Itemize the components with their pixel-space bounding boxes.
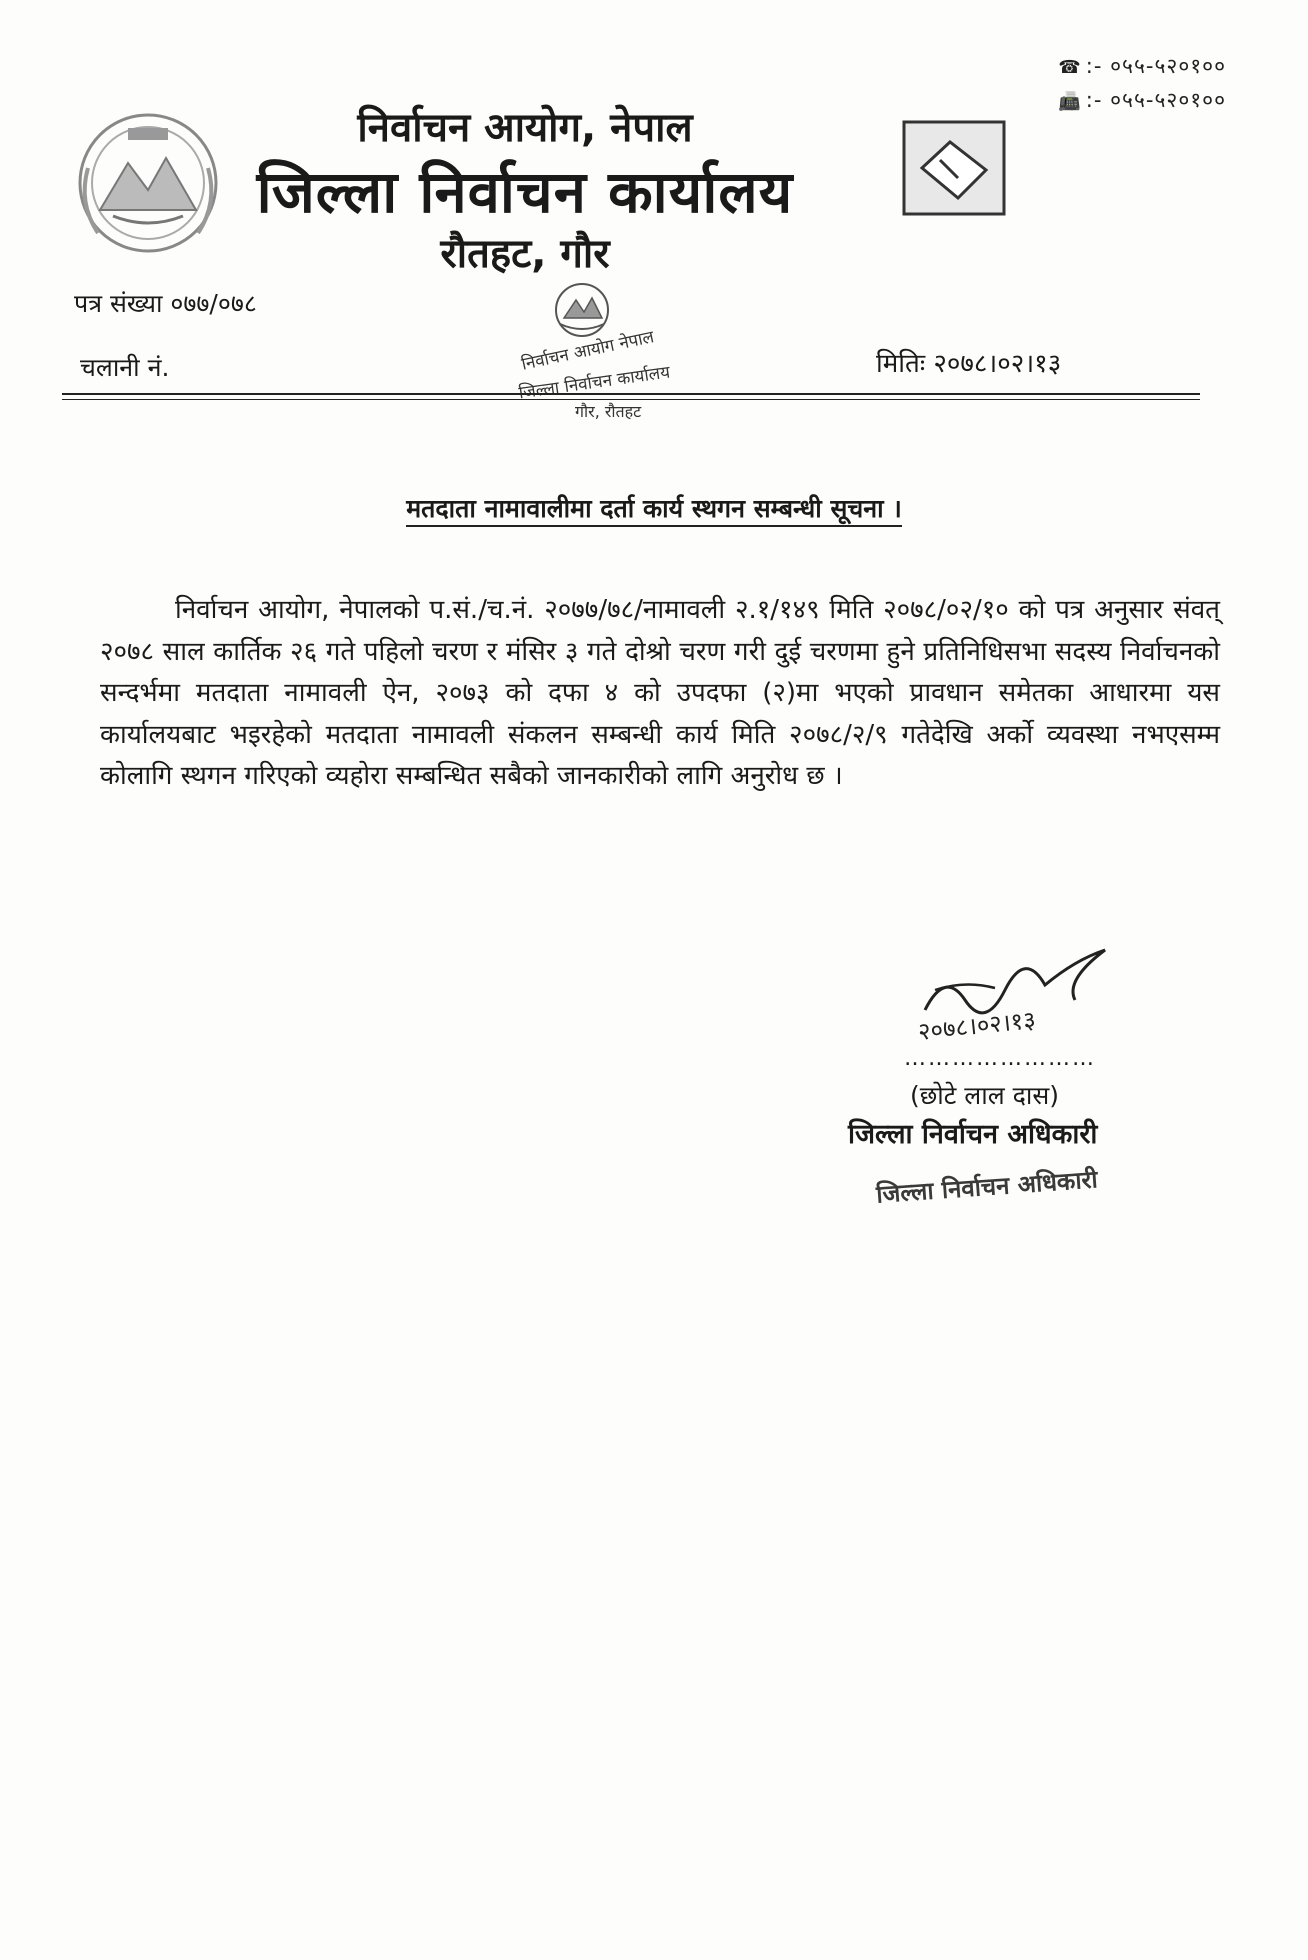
telephone-icon: ☎ bbox=[1058, 57, 1082, 78]
phone-line bbox=[1058, 52, 1226, 80]
signatory-title: जिल्ला निर्वाचन अधिकारी bbox=[848, 1119, 1098, 1150]
notice-body bbox=[100, 590, 1220, 798]
stamp-line-1: निर्वाचन आयोग नेपाल bbox=[519, 327, 656, 375]
letter-number: पत्र संख्या ०७७/०७८ bbox=[74, 289, 257, 318]
org-office-name: जिल्ला निर्वाचन कार्यालय bbox=[256, 158, 794, 226]
signatory-name: (छोटे लाल दास) bbox=[910, 1081, 1060, 1110]
stamp-line-2: जिल्ला निर्वाचन कार्यालय bbox=[517, 362, 672, 404]
fax-number: ०५५-५२०१०० bbox=[1110, 88, 1226, 112]
office-round-stamp bbox=[517, 272, 700, 432]
fax-icon: 📠 bbox=[1058, 91, 1082, 112]
stamp-line-3: गौर, रौतहट bbox=[575, 402, 642, 421]
phone-number: ०५५-५२०१०० bbox=[1110, 54, 1226, 78]
signature-dots: …………………… bbox=[904, 1046, 1096, 1071]
fax-line bbox=[1058, 86, 1226, 114]
handwritten-signature bbox=[905, 940, 1165, 1060]
header-divider-top bbox=[62, 393, 1200, 395]
notice-subject-text: मतदाता नामावालीमा दर्ता कार्य स्थगन सम्बन्धी सूचना । bbox=[406, 494, 902, 527]
letter-date: मितिः २०७८।०२।१३ bbox=[876, 349, 1062, 379]
header-divider-bottom bbox=[62, 399, 1200, 400]
dispatch-number: चलानी नं. bbox=[80, 353, 170, 382]
signature-date: २०७८।०२।१३ bbox=[916, 1005, 1038, 1046]
notice-body-paragraph: निर्वाचन आयोग, नेपालको प.सं./च.नं. २०७७/७८/नामावली २.१/१४९ मिति २०७८/०२/१० को पत्र अनुसार संवत् २०७८ साल कार्तिक २६ गते पहिलो चरण र मंसिर ३ गते दोश्रो चरण गरी दुई चरणमा हुने प्रतिनिधिसभा सदस्य निर्वाचनको सन्दर्भमा मतदाता नामावली ऐन, २०७३ को दफा ४ को उपदफा (२)मा भएको प्रावधान समेतका आधारमा यस कार्यालयबाट भइरहेको मतदाता नामावली संकलन सम्बन्धी कार्य मिति २०७८/२/९ गतेदेखि अर्को व्यवस्था नभएसम्म कोलागि स्थगन गरिएको व्यहोरा सम्बन्धित सबैको जानकारीको लागि अनुरोध छ । bbox=[100, 595, 1220, 791]
org-commission-name: निर्वाचन आयोग, नेपाल bbox=[357, 105, 693, 151]
phone-label: :- bbox=[1085, 54, 1103, 78]
officer-rubber-stamp: जिल्ला निर्वाचन अधिकारी bbox=[875, 1165, 1099, 1209]
notice-subject bbox=[0, 491, 1308, 525]
org-location: रौतहट, गौर bbox=[440, 231, 610, 277]
fax-label: :- bbox=[1085, 88, 1103, 112]
ballot-box-logo bbox=[900, 118, 1008, 218]
